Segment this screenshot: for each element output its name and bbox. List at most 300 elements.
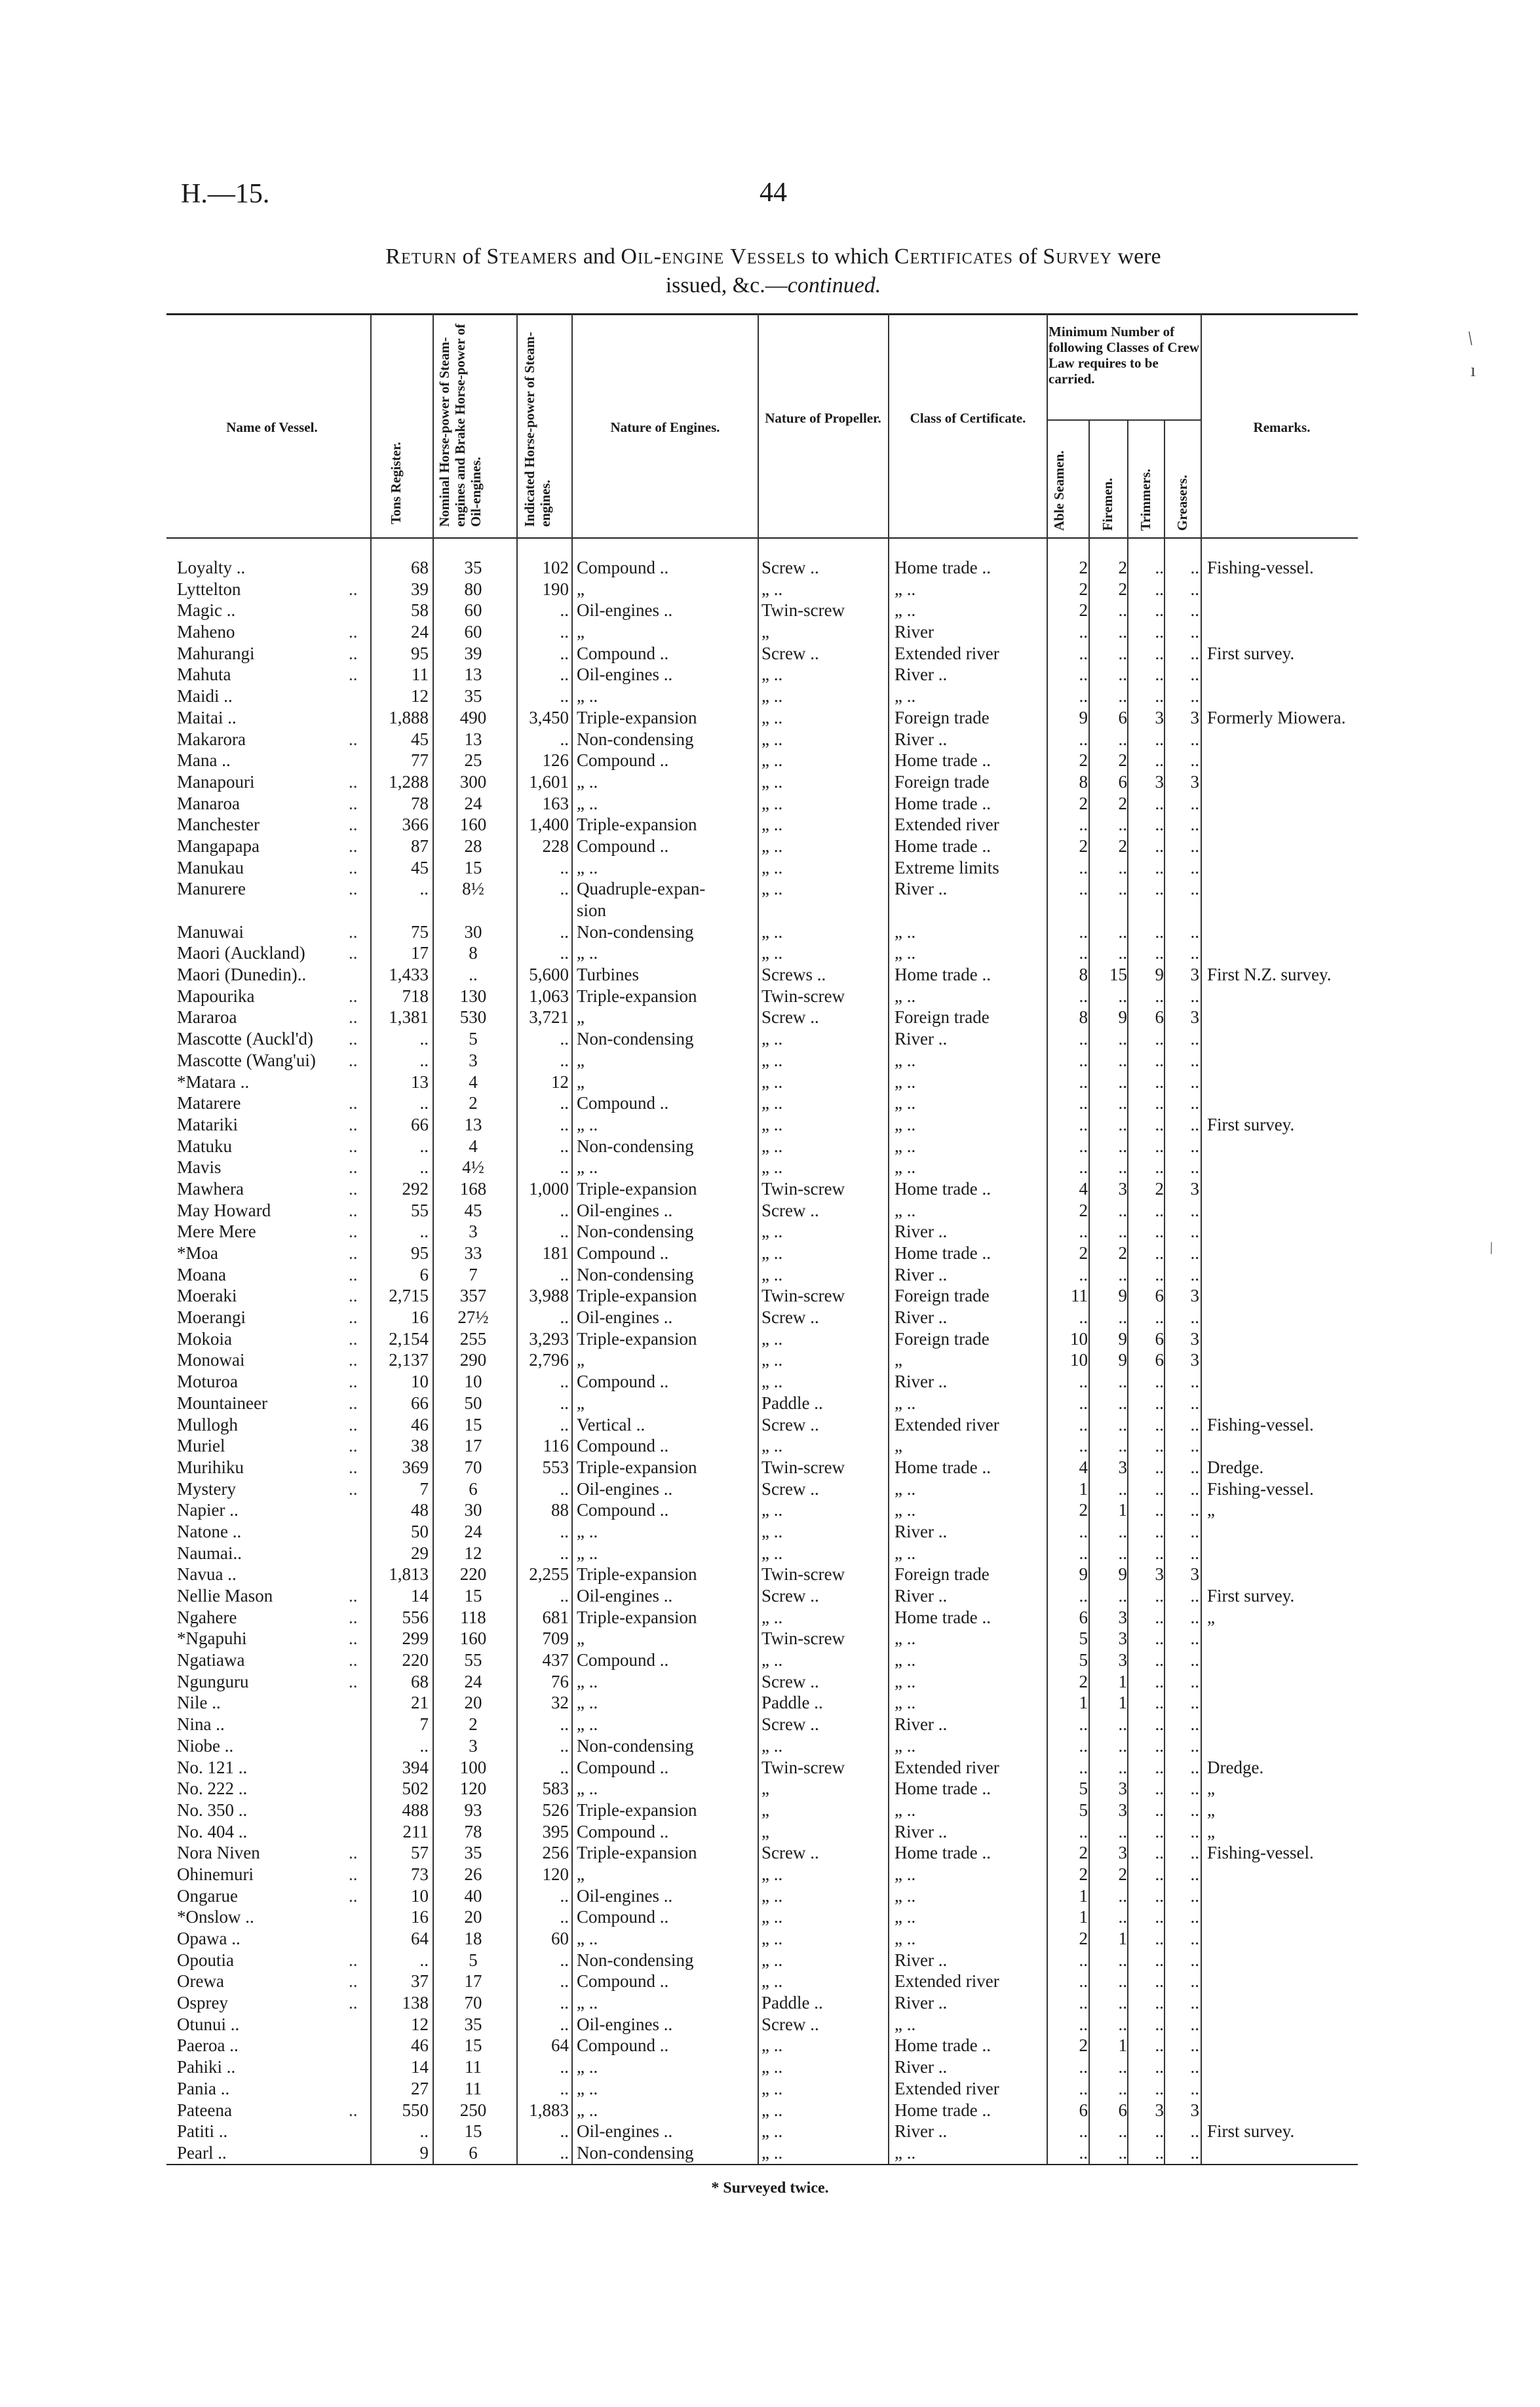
- cell-fi: 3: [1118, 1178, 1127, 1199]
- cell-fi: ..: [1118, 1821, 1127, 1841]
- table-head-rule: [166, 537, 1358, 539]
- cell-tons: 66: [411, 1393, 429, 1413]
- cell-ihp: ..: [560, 1414, 569, 1435]
- cell-cert: Home trade ..: [895, 1457, 991, 1477]
- cell-gr: ..: [1190, 2121, 1199, 2142]
- cell-eng: Compound ..: [577, 2035, 669, 2056]
- cell-tons: 50: [411, 1521, 429, 1541]
- cell-ihp: 64: [551, 2035, 569, 2056]
- cell-name: Manuwai: [177, 921, 244, 942]
- cell-ab: ..: [1079, 1950, 1088, 1970]
- cell-gr: ..: [1190, 1200, 1199, 1220]
- cell-name: Monowai: [177, 1350, 245, 1370]
- table-row: [0, 557, 1540, 579]
- cell-ab: 6: [1079, 1607, 1088, 1627]
- cell-nhp: 3: [469, 1050, 478, 1070]
- cell-ihp: ..: [560, 2078, 569, 2098]
- leader-dots: ..: [349, 1993, 358, 2013]
- cell-gr: 3: [1190, 1286, 1199, 1306]
- cell-nhp: 20: [464, 1907, 482, 1927]
- leader-dots: ..: [349, 1586, 358, 1606]
- cell-tons: 10: [411, 1372, 429, 1392]
- cell-cert: „ ..: [895, 1628, 916, 1649]
- table-row: [0, 1499, 1540, 1521]
- cell-name: Navua ..: [177, 1564, 237, 1585]
- cell-eng: Non-condensing: [577, 1735, 694, 1756]
- cell-fi: ..: [1118, 1971, 1127, 1992]
- cell-tr: ..: [1155, 1650, 1164, 1670]
- table-row: [0, 1200, 1540, 1222]
- cell-rem: First survey.: [1207, 643, 1295, 663]
- cell-prop: „ ..: [761, 2100, 783, 2120]
- cell-ab: ..: [1079, 664, 1088, 685]
- cell-ihp: 709: [542, 1628, 569, 1649]
- table-row: [0, 1992, 1540, 2014]
- cell-name: Maidi ..: [177, 686, 233, 706]
- leader-dots: ..: [349, 1628, 358, 1649]
- cell-nhp: 13: [464, 664, 482, 685]
- table-row: [0, 1928, 1540, 1950]
- cell-name: Nile ..: [177, 1693, 221, 1713]
- cell-nhp: 13: [464, 729, 482, 749]
- cell-tr: 6: [1155, 1328, 1164, 1349]
- cell-tr: 6: [1155, 1350, 1164, 1370]
- cell-ihp: 2,255: [529, 1564, 569, 1585]
- leader-dots: ..: [349, 1157, 358, 1178]
- cell-gr: 3: [1190, 1178, 1199, 1199]
- title-word: Survey: [1043, 244, 1113, 269]
- cell-gr: ..: [1190, 2035, 1199, 2056]
- cell-prop: Screw ..: [761, 1478, 819, 1499]
- cell-ab: ..: [1079, 1414, 1088, 1435]
- cell-name: Osprey: [177, 1993, 228, 2013]
- cell-tons: 13: [411, 1071, 429, 1092]
- cell-gr: ..: [1190, 1971, 1199, 1992]
- cell-gr: ..: [1190, 1735, 1199, 1756]
- cell-name: Mana ..: [177, 750, 231, 771]
- cell-gr: ..: [1190, 1050, 1199, 1070]
- table-title: [157, 242, 1389, 300]
- cell-tons: 45: [411, 729, 429, 749]
- cell-nhp: 39: [464, 643, 482, 663]
- cell-name: *Matara ..: [177, 1071, 250, 1092]
- cell-prop: „ ..: [761, 1350, 783, 1370]
- cell-tons: 1,888: [389, 707, 429, 727]
- cell-name: Matariki: [177, 1114, 238, 1134]
- cell-tr: ..: [1155, 1243, 1164, 1263]
- leader-dots: ..: [349, 2100, 358, 2120]
- cell-prop: „ ..: [761, 1136, 783, 1156]
- cell-tr: ..: [1155, 836, 1164, 856]
- cell-gr: ..: [1190, 1950, 1199, 1970]
- cell-eng: Oil-engines ..: [577, 1200, 673, 1220]
- cell-name: Pearl ..: [177, 2142, 227, 2163]
- cell-eng: Compound ..: [577, 1243, 669, 1263]
- cell-nhp: 13: [464, 1114, 482, 1134]
- cell-prop: „ ..: [761, 750, 783, 771]
- cell-tr: ..: [1155, 793, 1164, 813]
- cell-eng: sion: [577, 900, 607, 920]
- cell-gr: ..: [1190, 1800, 1199, 1820]
- table-row: [0, 1800, 1540, 1821]
- cell-name: Pania ..: [177, 2078, 230, 2098]
- cell-ab: ..: [1079, 1071, 1088, 1092]
- cell-ihp: ..: [560, 1714, 569, 1735]
- cell-nhp: 168: [459, 1178, 487, 1199]
- table-row: [0, 1842, 1540, 1864]
- cell-ab: 2: [1079, 1243, 1088, 1263]
- cell-ab: 5: [1079, 1800, 1088, 1820]
- cell-tons: 9: [419, 2142, 429, 2163]
- cell-tons: 488: [402, 1800, 429, 1820]
- cell-ab: 2: [1079, 1500, 1088, 1520]
- cell-tr: ..: [1155, 729, 1164, 749]
- cell-gr: ..: [1190, 2078, 1199, 2098]
- leader-dots: ..: [349, 771, 358, 792]
- cell-rem: First survey.: [1207, 2121, 1295, 2142]
- cell-rem: „: [1207, 1779, 1215, 1799]
- cell-tons: ..: [419, 1050, 429, 1070]
- col-header-name: Name of Vessel.: [226, 419, 318, 435]
- leader-dots: ..: [349, 1093, 358, 1113]
- cell-eng: Triple-expansion: [577, 1800, 697, 1820]
- cell-prop: Twin-screw: [761, 1286, 845, 1306]
- cell-fi: 2: [1118, 1864, 1127, 1884]
- cell-nhp: 70: [464, 1457, 482, 1477]
- cell-ihp: ..: [560, 1029, 569, 1049]
- table-row: [0, 2014, 1540, 2035]
- cell-name: Matuku: [177, 1136, 232, 1156]
- cell-ab: ..: [1079, 921, 1088, 942]
- cell-tons: ..: [419, 1735, 429, 1756]
- table-row: [0, 729, 1540, 750]
- cell-eng: Triple-expansion: [577, 1286, 697, 1306]
- cell-fi: ..: [1118, 1050, 1127, 1070]
- cell-eng: „ ..: [577, 1929, 598, 1948]
- cell-name: Mavis: [177, 1157, 221, 1178]
- cell-tr: ..: [1155, 1800, 1164, 1820]
- cell-tons: 39: [411, 579, 429, 599]
- cell-cert: Home trade ..: [895, 793, 991, 813]
- cell-ab: 9: [1079, 1564, 1088, 1585]
- cell-ihp: 3,721: [529, 1007, 569, 1028]
- leader-dots: ..: [349, 857, 358, 877]
- cell-cert: „ ..: [895, 1864, 916, 1884]
- cell-eng: „ ..: [577, 771, 598, 792]
- leader-dots: ..: [349, 1843, 358, 1863]
- cell-cert: „ ..: [895, 1200, 916, 1220]
- cell-gr: ..: [1190, 1993, 1199, 2013]
- table-row: [0, 621, 1540, 643]
- cell-tons: 14: [411, 2057, 429, 2077]
- cell-fi: 6: [1118, 2100, 1127, 2120]
- cell-cert: „ ..: [895, 1650, 916, 1670]
- cell-eng: „ ..: [577, 686, 598, 706]
- cell-name: Manaroa: [177, 793, 240, 813]
- cell-cert: River ..: [895, 1222, 948, 1242]
- cell-gr: ..: [1190, 1757, 1199, 1777]
- cell-name: Magic ..: [177, 600, 236, 621]
- cell-ihp: ..: [560, 857, 569, 877]
- cell-gr: ..: [1190, 1843, 1199, 1863]
- cell-ab: 2: [1079, 1671, 1088, 1691]
- cell-nhp: 250: [459, 2100, 487, 2120]
- col-header-nhp: Nominal Horse-power of Steam-engines and Brake Horse-power of Oil-engines.: [436, 324, 484, 527]
- cell-prop: Paddle ..: [761, 1993, 823, 2013]
- cell-rem: „: [1207, 1800, 1215, 1820]
- cell-ihp: ..: [560, 1264, 569, 1284]
- cell-ihp: ..: [560, 1157, 569, 1178]
- cell-cert: „ ..: [895, 2142, 916, 2163]
- cell-cert: River ..: [895, 729, 948, 749]
- cell-ab: ..: [1079, 1093, 1088, 1113]
- cell-fi: ..: [1118, 879, 1127, 899]
- cell-gr: ..: [1190, 1650, 1199, 1670]
- cell-ihp: 76: [551, 1671, 569, 1691]
- cell-ab: ..: [1079, 1714, 1088, 1735]
- cell-gr: ..: [1190, 1929, 1199, 1948]
- cell-tons: 7: [419, 1714, 429, 1735]
- cell-ihp: 256: [542, 1843, 569, 1863]
- cell-nhp: 15: [464, 857, 482, 877]
- margin-mark: \: [1486, 1238, 1497, 1258]
- col-header-ihp: Indicated Horse-power of Steam-engines.: [522, 332, 553, 527]
- table-row: [0, 986, 1540, 1007]
- leader-dots: ..: [349, 1007, 358, 1028]
- col-header-tons: Tons Register.: [388, 442, 404, 524]
- cell-tons: 211: [402, 1821, 429, 1841]
- cell-eng: „ ..: [577, 857, 598, 877]
- cell-fi: 1: [1118, 2035, 1127, 2056]
- cell-ab: ..: [1079, 1993, 1088, 2013]
- cell-tons: 48: [411, 1500, 429, 1520]
- cell-rem: Fishing-vessel.: [1207, 1414, 1314, 1435]
- table-row: [0, 1457, 1540, 1478]
- cell-fi: 3: [1118, 1607, 1127, 1627]
- table-top-rule: [166, 313, 1358, 315]
- cell-nhp: 160: [459, 1628, 487, 1649]
- cell-cert: „ ..: [895, 1543, 916, 1563]
- table-row: [0, 1885, 1540, 1907]
- cell-ihp: ..: [560, 1372, 569, 1392]
- cell-name: Lyttelton: [177, 579, 241, 599]
- cell-rem: First N.Z. survey.: [1207, 965, 1332, 985]
- cell-tons: 1,288: [389, 771, 429, 792]
- cell-cert: Home trade ..: [895, 1178, 991, 1199]
- cell-nhp: 290: [459, 1350, 487, 1370]
- cell-gr: 3: [1190, 965, 1199, 985]
- cell-fi: 3: [1118, 1843, 1127, 1863]
- cell-tr: ..: [1155, 986, 1164, 1006]
- cell-fi: 2: [1118, 793, 1127, 813]
- cell-fi: 3: [1118, 1650, 1127, 1670]
- margin-mark: ı: [1471, 360, 1476, 381]
- cell-name: Manukau: [177, 857, 244, 877]
- cell-fi: ..: [1118, 2078, 1127, 2098]
- cell-fi: ..: [1118, 1950, 1127, 1970]
- cell-tr: ..: [1155, 2014, 1164, 2034]
- cell-tons: 12: [411, 2014, 429, 2034]
- cell-ab: ..: [1079, 986, 1088, 1006]
- table-row: [0, 1264, 1540, 1286]
- cell-ab: 10: [1070, 1328, 1088, 1349]
- cell-tr: ..: [1155, 1200, 1164, 1220]
- table-row: [0, 1864, 1540, 1885]
- cell-name: *Moa: [177, 1243, 218, 1263]
- cell-cert: Foreign trade: [895, 1007, 990, 1028]
- cell-tons: 11: [412, 664, 429, 685]
- col-header-firemen: Firemen.: [1100, 478, 1115, 531]
- cell-prop: „: [761, 1821, 769, 1841]
- cell-gr: ..: [1190, 643, 1199, 663]
- cell-ab: ..: [1079, 2121, 1088, 2142]
- cell-fi: ..: [1118, 1264, 1127, 1284]
- cell-tr: ..: [1155, 2078, 1164, 2098]
- cell-eng: „ ..: [577, 2057, 598, 2077]
- cell-prop: „ ..: [761, 2121, 783, 2142]
- cell-prop: „ ..: [761, 1735, 783, 1756]
- cell-name: Maheno: [177, 622, 235, 642]
- cell-name: Napier ..: [177, 1500, 239, 1520]
- cell-tr: ..: [1155, 1735, 1164, 1756]
- cell-ab: ..: [1079, 729, 1088, 749]
- leader-dots: ..: [349, 815, 358, 835]
- table-row: [0, 707, 1540, 729]
- cell-fi: ..: [1118, 1114, 1127, 1134]
- cell-ab: 8: [1079, 771, 1088, 792]
- cell-prop: Paddle ..: [761, 1393, 823, 1413]
- title-word: to which: [805, 244, 895, 269]
- cell-nhp: 93: [464, 1800, 482, 1820]
- cell-fi: ..: [1118, 943, 1127, 963]
- cell-gr: ..: [1190, 2014, 1199, 2034]
- cell-ihp: 1,883: [529, 2100, 569, 2120]
- cell-tons: 556: [402, 1607, 429, 1627]
- table-row: [0, 857, 1540, 879]
- cell-ab: ..: [1079, 2014, 1088, 2034]
- cell-name: Ngunguru: [177, 1671, 249, 1691]
- cell-cert: River ..: [895, 1586, 948, 1606]
- cell-tr: ..: [1155, 1372, 1164, 1392]
- leader-dots: ..: [349, 1307, 358, 1328]
- margin-mark: /: [1463, 328, 1478, 349]
- col-header-able: Able Seamen.: [1051, 450, 1067, 531]
- cell-tons: 68: [411, 558, 429, 577]
- table-row: [0, 1478, 1540, 1500]
- cell-tons: 6: [419, 1264, 429, 1284]
- cell-nhp: 7: [469, 1264, 478, 1284]
- cell-ab: 9: [1079, 707, 1088, 727]
- cell-ab: 5: [1079, 1650, 1088, 1670]
- cell-gr: ..: [1190, 664, 1199, 685]
- table-row: [0, 2121, 1540, 2142]
- cell-tons: 64: [411, 1929, 429, 1948]
- cell-prop: „ ..: [761, 1650, 783, 1670]
- cell-prop: Twin-screw: [761, 986, 845, 1006]
- cell-tons: 17: [411, 943, 429, 963]
- title-word: continued.: [787, 273, 881, 298]
- cell-nhp: 17: [464, 1436, 482, 1456]
- cell-nhp: 24: [464, 793, 482, 813]
- col-header-engines: Nature of Engines.: [610, 419, 720, 435]
- cell-nhp: 160: [459, 815, 487, 835]
- cell-tons: ..: [419, 1136, 429, 1156]
- cell-rem: Fishing-vessel.: [1207, 558, 1314, 577]
- cell-name: Muriel: [177, 1436, 225, 1456]
- cell-prop: Twin-screw: [761, 1628, 845, 1649]
- cell-prop: „ ..: [761, 1543, 783, 1563]
- table-row: [0, 2100, 1540, 2121]
- cell-tons: 29: [411, 1543, 429, 1563]
- cell-tr: ..: [1155, 1885, 1164, 1906]
- cell-tr: ..: [1155, 921, 1164, 942]
- cell-tr: ..: [1155, 879, 1164, 899]
- cell-ihp: ..: [560, 1757, 569, 1777]
- cell-ihp: ..: [560, 1586, 569, 1606]
- cell-gr: ..: [1190, 1393, 1199, 1413]
- cell-tons: 46: [411, 2035, 429, 2056]
- cell-name: Moturoa: [177, 1372, 238, 1392]
- table-row: [0, 964, 1540, 986]
- leader-dots: ..: [349, 1178, 358, 1199]
- cell-tr: 9: [1155, 965, 1164, 985]
- leader-dots: ..: [349, 1885, 358, 1906]
- cell-ihp: 2,796: [529, 1350, 569, 1370]
- cell-cert: River: [895, 622, 934, 642]
- leader-dots: ..: [349, 664, 358, 685]
- cell-rem: Fishing-vessel.: [1207, 1478, 1314, 1499]
- cell-cert: Extended river: [895, 643, 999, 663]
- cell-cert: „ ..: [895, 1500, 916, 1520]
- cell-cert: Foreign trade: [895, 1328, 990, 1349]
- cell-gr: ..: [1190, 1885, 1199, 1906]
- cell-tr: ..: [1155, 1757, 1164, 1777]
- cell-ihp: ..: [560, 600, 569, 621]
- cell-prop: „ ..: [761, 1864, 783, 1884]
- cell-prop: „: [761, 1779, 769, 1799]
- cell-nhp: 35: [464, 1843, 482, 1863]
- cell-nhp: 2: [469, 1714, 478, 1735]
- leader-dots: ..: [349, 1114, 358, 1134]
- cell-nhp: 100: [459, 1757, 487, 1777]
- cell-ab: ..: [1079, 1136, 1088, 1156]
- cell-fi: ..: [1118, 1157, 1127, 1178]
- cell-gr: 3: [1190, 771, 1199, 792]
- cell-tons: 1,381: [389, 1007, 429, 1028]
- table-row: [0, 878, 1540, 900]
- cell-nhp: 15: [464, 2035, 482, 2056]
- cell-eng: Triple-expansion: [577, 986, 697, 1006]
- cell-eng: Oil-engines ..: [577, 1885, 673, 1906]
- title-word: of: [457, 244, 487, 269]
- cell-tons: ..: [419, 2121, 429, 2142]
- cell-tr: ..: [1155, 1521, 1164, 1541]
- cell-ab: 2: [1079, 558, 1088, 577]
- cell-tr: ..: [1155, 857, 1164, 877]
- cell-gr: ..: [1190, 1243, 1199, 1263]
- cell-name: Moana: [177, 1264, 226, 1284]
- cell-cert: River ..: [895, 2057, 948, 2077]
- cell-ab: 4: [1079, 1457, 1088, 1477]
- cell-name: Ohinemuri: [177, 1864, 254, 1884]
- cell-ihp: ..: [560, 1993, 569, 2013]
- cell-name: No. 121 ..: [177, 1757, 248, 1777]
- cell-prop: „ ..: [761, 1157, 783, 1178]
- cell-name: Moeraki: [177, 1286, 237, 1306]
- cell-tr: ..: [1155, 1029, 1164, 1049]
- cell-name: Manchester: [177, 815, 260, 835]
- cell-eng: „: [577, 1628, 585, 1649]
